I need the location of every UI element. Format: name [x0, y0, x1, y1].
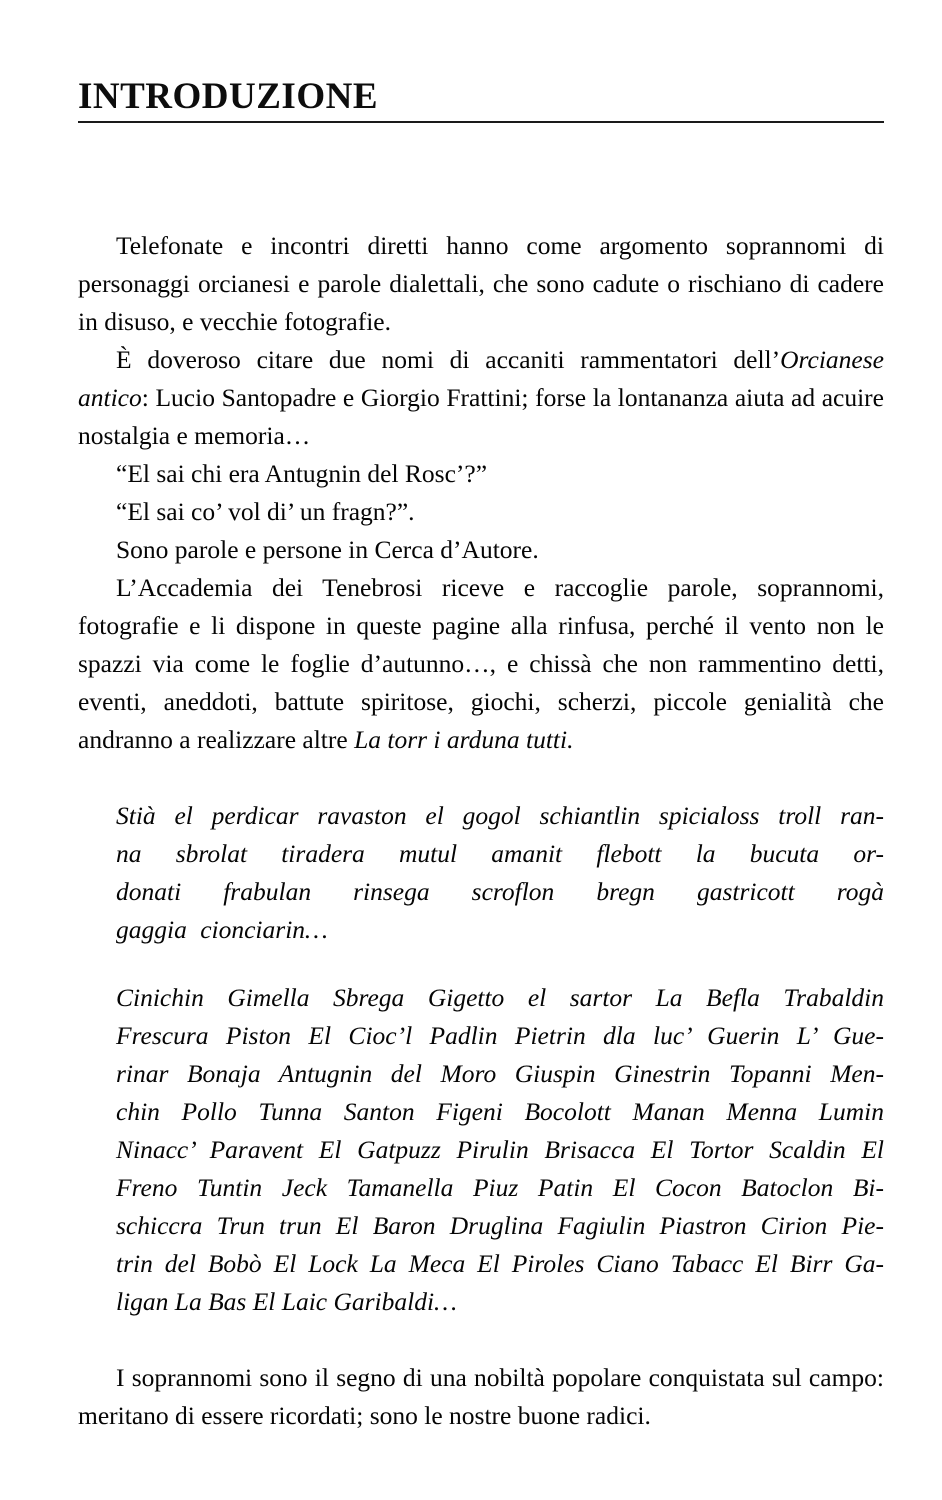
- paragraph-cerca-dautore: [78, 531, 884, 569]
- book-title-orcianese-antico: Orcianese antico: [78, 345, 884, 412]
- paragraph-accademia-text: L’Accademia dei Tenebrosi riceve e raccoglie parole, soprannomi, fotografie e li dispone in queste pagine alla rinfusa, perché il vento non le spazzi via come le foglie d’autunno…, e chissà che non rammentino detti, eventi, aneddoti, battute spiritose, giochi, scherzi, piccole genialità che andranno a realizzare altre: [78, 573, 884, 754]
- dialect-word-line: na sbrolat tiradera mutul amanit flebott la bucuta or-: [116, 839, 884, 868]
- dialect-quote-fragn: [78, 493, 884, 531]
- title-divider: [78, 121, 884, 123]
- paragraph-closing: [78, 1359, 884, 1435]
- paragraph-rammentatori: [78, 341, 884, 455]
- spacer-before-closing: [78, 1321, 884, 1359]
- dialect-word-list: [78, 797, 884, 949]
- paragraph-cerca-dautore-text: Sono parole e persone in Cerca d’Autore.: [116, 535, 539, 564]
- book-title-la-torr-i-arduna-tutti: La torr i arduna tutti.: [354, 725, 574, 754]
- dialect-quote-fragn-text: “El sai co’ vol di’ un fragn?”.: [116, 497, 415, 526]
- body-text: [78, 227, 884, 1435]
- page-title: INTRODUZIONE: [78, 76, 378, 117]
- dialect-word-line: gaggia cionciarin…: [116, 915, 328, 944]
- nickname-line: ligan La Bas El Laic Garibaldi…: [116, 1287, 457, 1316]
- nickname-line: Freno Tuntin Jeck Tamanella Piuz Patin El Cocon Batoclon Bi-: [116, 1173, 884, 1202]
- dialect-word-line: donati frabulan rinsega scroflon bregn gastricott rogà: [116, 877, 884, 906]
- paragraph-opening: [78, 227, 884, 341]
- nickname-line: Ninacc’ Paravent El Gatpuzz Pirulin Brisacca El Tortor Scaldin El: [116, 1135, 884, 1164]
- nickname-line: trin del Bobò El Lock La Meca El Piroles Ciano Tabacc El Birr Ga-: [116, 1249, 884, 1278]
- paragraph-closing-text: I soprannomi sono il segno di una nobiltà popolare conquistata sul campo: meritano di essere ricordati; sono le nostre buone radici.: [78, 1363, 884, 1430]
- paragraph-accademia: [78, 569, 884, 759]
- nickname-line: Cinichin Gimella Sbrega Gigetto el sartor La Befla Trabaldin: [116, 983, 884, 1012]
- spacer-before-dialect-list: [78, 759, 884, 797]
- dialect-quote-antugnin: [78, 455, 884, 493]
- nickname-line: rinar Bonaja Antugnin del Moro Giuspin Ginestrin Topanni Men-: [116, 1059, 884, 1088]
- paragraph-rammentatori-lead: È doveroso citare due nomi di accaniti rammentatori dell’: [116, 345, 781, 374]
- nickname-line: Frescura Piston El Cioc’l Padlin Pietrin dla luc’ Guerin L’ Gue-: [116, 1021, 884, 1050]
- paragraph-rammentatori-tail: : Lucio Santopadre e Giorgio Frattini; forse la lontananza aiuta ad acuire nostalgia e memoria…: [78, 383, 884, 450]
- nickname-list: [78, 979, 884, 1321]
- dialect-quote-antugnin-text: “El sai chi era Antugnin del Rosc’?”: [116, 459, 488, 488]
- page-content: [78, 78, 884, 1435]
- spacer-before-nickname-list: [78, 949, 884, 979]
- dialect-word-line: Stià el perdicar ravaston el gogol schiantlin spicialoss troll ran-: [116, 801, 884, 830]
- nickname-line: schiccra Trun trun El Baron Druglina Fagiulin Piastron Cirion Pie-: [116, 1211, 884, 1240]
- nickname-line: chin Pollo Tunna Santon Figeni Bocolott Manan Menna Lumin: [116, 1097, 884, 1126]
- paragraph-opening-text: Telefonate e incontri diretti hanno come argomento soprannomi di personaggi orcianesi e parole dialettali, che sono cadute o rischiano di cadere in disuso, e vecchie fotografie.: [78, 231, 884, 336]
